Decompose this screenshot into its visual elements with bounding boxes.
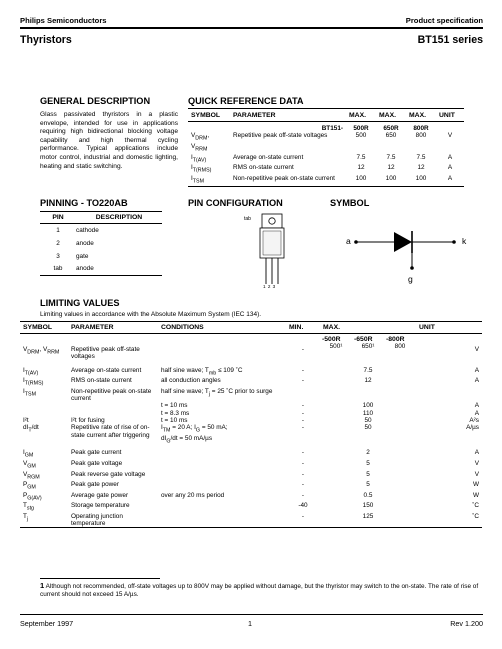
- lim-parameter: Operating junction temperature: [68, 513, 158, 528]
- lim-conditions: t = 10 ms: [161, 416, 188, 424]
- qrd-symbol-vdrm: $V_{DRM}$, $V_{RRM}$: [191, 132, 210, 153]
- header-max-2: MAX.: [376, 109, 406, 122]
- qrd-unit: A: [447, 164, 453, 172]
- lim-max: 2: [366, 449, 370, 457]
- symbol-title: SYMBOL: [330, 198, 370, 208]
- qrd-symbol-itrms: $I_{T(RMS)}$: [191, 164, 212, 174]
- lim-max: 110: [362, 409, 374, 417]
- table-row: [188, 132, 464, 153]
- lim-max: 50: [364, 424, 372, 432]
- lim-conditions: half sine wave; $T_{mb} \le 109$ ˚C: [161, 366, 243, 376]
- gate-label: g: [408, 274, 413, 284]
- qrd-value: 800: [415, 132, 427, 140]
- header-max-1: MAX.: [346, 109, 376, 122]
- pinning-header-row: [40, 212, 162, 224]
- pin-number: tab: [40, 263, 76, 276]
- lim-symbol: $V_{GM}$: [23, 459, 36, 470]
- lim-min: -: [301, 470, 305, 478]
- table-row: [188, 154, 464, 165]
- lim-parameter: Storage temperature: [71, 502, 130, 510]
- lim-parameter: I²t for fusing: [71, 416, 105, 424]
- lim-max: 100: [362, 402, 374, 410]
- qrd-value: 500: [355, 132, 367, 140]
- lim-min: -: [301, 366, 305, 374]
- anode-label: a: [346, 236, 351, 246]
- qrd-param: Repetitive peak off-state voltages: [233, 132, 328, 140]
- quick-reference-table: [188, 108, 464, 187]
- lim-symbol: I²t: [23, 416, 29, 424]
- limiting-type-row: [20, 334, 482, 344]
- type-800r: 800R: [413, 125, 429, 132]
- lim-min: -: [301, 459, 305, 467]
- company-name: Philips Semiconductors: [20, 16, 107, 25]
- footnote-text: Although not recommended, off-state voltages up to 800V may be applied without damage, but the thyristor may switch to the on-state. The rate of rise of current should not exceed 15 A/µs.: [40, 583, 479, 599]
- limiting-values-table: [20, 321, 482, 528]
- lim-type-800r: -800R: [386, 336, 405, 343]
- package-outline-icon: [240, 212, 300, 294]
- qrd-param: RMS on-state current: [233, 164, 294, 172]
- qrd-value: 100: [376, 175, 406, 186]
- qrd-param: Non-repetitive peak on-state current: [230, 175, 346, 186]
- table-row: [20, 481, 482, 492]
- limiting-values-title: LIMITING VALUES: [40, 298, 120, 308]
- lim-symbol: $T_j$: [20, 513, 68, 528]
- pin-configuration-title: PIN CONFIGURATION: [188, 198, 283, 208]
- quick-reference-title: QUICK REFERENCE DATA: [188, 96, 304, 106]
- qrd-value: 12: [357, 164, 365, 172]
- lim-min: -: [301, 416, 305, 424]
- lim-max: 5: [366, 459, 370, 467]
- cathode-label: k: [462, 236, 467, 246]
- table-row: [20, 449, 482, 460]
- lim-parameter: RMS on-state current: [71, 377, 132, 385]
- limiting-values-subtitle: Limiting values in accordance with the Absolute Maximum System (IEC 134).: [40, 311, 262, 318]
- pinning-table: [40, 211, 162, 276]
- qrd-unit: V: [447, 132, 453, 140]
- lim-symbol: $P_{G(AV)}$: [23, 491, 42, 501]
- general-description-text: Glass passivated thyristors in a plastic envelope, intended for use in applications requiring high bidirectional blocking voltage capability and high thermal cycling performance. Typical applications include motor control, industrial and domestic lighting, heating and static switching.: [40, 111, 178, 170]
- header-symbol: SYMBOL: [188, 109, 230, 122]
- qrd-value: 12: [417, 164, 425, 172]
- lim-parameter: Non-repetitive peak on-state current: [71, 387, 152, 403]
- lim-type-650r: -650R: [354, 336, 373, 343]
- table-row: [40, 250, 162, 263]
- quick-reference-type-row: [188, 122, 464, 133]
- lim-symbol: $I_{GM}$: [23, 449, 34, 459]
- lim-unit: A: [474, 402, 479, 410]
- header-parameter: PARAMETER: [230, 109, 346, 122]
- lim-max: 125: [320, 513, 416, 528]
- footer-page-number: 1: [248, 619, 252, 628]
- lim-parameter: Repetitive rate of rise of on-state current after triggering: [71, 424, 150, 439]
- lim-unit: V: [474, 470, 479, 478]
- lim-min: -: [301, 481, 305, 489]
- lim-header-unit: UNIT: [416, 322, 482, 334]
- table-row: [188, 175, 464, 186]
- lim-min: -: [301, 377, 305, 385]
- lim-header-symbol: SYMBOL: [20, 322, 68, 334]
- lim-unit: ˚C: [472, 502, 479, 510]
- lim-header-parameter: PARAMETER: [68, 322, 158, 334]
- lim-unit: A: [474, 449, 479, 457]
- qrd-value: 7.5: [386, 153, 396, 161]
- lim-parameter: Peak gate current: [71, 449, 122, 457]
- quick-reference-header-row: [188, 109, 464, 122]
- footnote-rule: [40, 578, 160, 579]
- header-pin: PIN: [40, 212, 76, 224]
- series-name: BT151 series: [417, 34, 483, 46]
- table-row: [20, 343, 482, 361]
- footer-rule: [20, 614, 483, 615]
- tab-label: tab: [244, 216, 251, 222]
- limiting-header-row: [20, 322, 482, 334]
- lim-max: 12: [364, 377, 372, 385]
- pinning-title: PINNING - TO220AB: [40, 198, 128, 208]
- lim-conditions: $I_{TM} = 20$ A; $I_G = 50$ mA; $dI_G/dt = 50$ mA/µs: [161, 424, 228, 445]
- lim-unit: ˚C: [416, 513, 482, 528]
- qrd-value: 650: [385, 132, 397, 140]
- header-rule: [20, 27, 483, 29]
- table-row: [20, 502, 482, 513]
- lim-unit: A: [474, 366, 479, 374]
- lim-header-min: MIN.: [286, 322, 320, 334]
- lim-symbol: $V_{RGM}$: [23, 470, 40, 480]
- lim-max: 5: [366, 470, 370, 478]
- lim-unit: V: [474, 346, 479, 353]
- pin-number: 3: [56, 252, 60, 260]
- lim-header-conditions: CONDITIONS: [158, 322, 286, 334]
- lim-unit: A/µs: [466, 424, 479, 432]
- lim-max-650r: 650¹: [361, 343, 375, 350]
- type-label: BT151-: [321, 125, 343, 132]
- lim-symbol: $I_{TSM}$: [23, 387, 37, 398]
- table-row: [40, 224, 162, 237]
- lim-parameter: Average on-state current: [71, 366, 142, 374]
- lim-type-500r: -500R: [322, 336, 341, 343]
- qrd-param: Average on-state current: [233, 153, 304, 161]
- table-row: [20, 424, 482, 445]
- lim-parameter: Repetitive peak off-state voltages: [71, 346, 140, 361]
- lim-conditions: half sine wave; $T_j = 25$ ˚C prior to surge: [161, 387, 273, 398]
- lim-conditions: all conduction angles: [161, 377, 221, 385]
- type-500r: 500R: [353, 125, 369, 132]
- lim-parameter: Peak reverse gate voltage: [71, 470, 146, 478]
- table-row: [40, 263, 162, 276]
- lim-parameter: Average gate power: [71, 491, 129, 499]
- table-row: [20, 367, 482, 378]
- lim-max: 5: [366, 481, 370, 489]
- footnote-marker: 1: [40, 581, 45, 590]
- pin-number: 2: [56, 239, 60, 247]
- qrd-value: 100: [346, 175, 376, 186]
- lim-min: -: [301, 449, 305, 457]
- general-description-title: GENERAL DESCRIPTION: [40, 96, 151, 106]
- lim-unit: A²s: [469, 416, 479, 424]
- header-unit: UNIT: [436, 109, 464, 122]
- table-row: [188, 164, 464, 175]
- footer-revision: Rev 1.200: [450, 619, 483, 628]
- lim-unit: A: [474, 377, 479, 385]
- lim-symbol: $I_{T(RMS)}$: [23, 377, 44, 387]
- table-row: [20, 513, 482, 528]
- table-row: [20, 377, 482, 388]
- lim-min: -40: [298, 502, 308, 510]
- lim-symbol: $P_{GM}$: [23, 481, 36, 491]
- table-row: [20, 471, 482, 482]
- document-type: Product specification: [405, 16, 483, 25]
- header-description: DESCRIPTION: [76, 212, 162, 224]
- lim-unit: A: [474, 409, 479, 417]
- lim-unit: W: [472, 491, 479, 499]
- lim-max-800r: 800: [394, 343, 406, 350]
- qrd-value: 7.5: [356, 153, 366, 161]
- lim-min: -: [301, 491, 305, 499]
- lim-conditions: t = 10 ms: [161, 402, 188, 410]
- table-row: [40, 237, 162, 250]
- footer-date: September 1997: [20, 619, 74, 628]
- pin-number: 1: [56, 226, 60, 234]
- thyristor-symbol: [342, 222, 474, 292]
- header-max-3: MAX.: [406, 109, 436, 122]
- pin-description: anode: [76, 263, 162, 276]
- pin-description: gate: [76, 252, 89, 260]
- lim-parameter: Peak gate voltage: [71, 459, 123, 467]
- table-row: [20, 492, 482, 503]
- table-row: [20, 410, 482, 417]
- lim-symbol: $I_{T(AV)}$: [23, 366, 39, 376]
- qrd-value: 7.5: [416, 153, 426, 161]
- footnote: [40, 582, 480, 600]
- lim-min: -: [301, 424, 305, 432]
- product-family: Thyristors: [20, 34, 72, 46]
- qrd-symbol-itav: $I_{T(AV)}$: [191, 153, 207, 164]
- lim-symbol: $dI_T/dt$: [23, 424, 39, 434]
- lim-min: -: [301, 346, 305, 353]
- table-row: [20, 417, 482, 424]
- lim-max-500r: 500¹: [329, 343, 343, 350]
- lim-symbol: $T_{stg}$: [23, 502, 35, 512]
- to220-package-drawing: [240, 212, 300, 294]
- lim-max: 150: [362, 502, 374, 510]
- table-row: [20, 460, 482, 471]
- qrd-symbol-itsm: $I_{TSM}$: [188, 175, 230, 186]
- lim-max: 0.5: [363, 491, 373, 499]
- qrd-value: 12: [387, 164, 395, 172]
- lim-conditions: over any 20 ms period: [161, 491, 225, 499]
- lim-unit: W: [472, 481, 479, 489]
- table-row: [20, 388, 482, 403]
- pin-description: cathode: [76, 226, 99, 234]
- lim-symbol-vdrm: $V_{DRM}$, $V_{RRM}$: [23, 346, 60, 356]
- qrd-value: 100: [406, 175, 436, 186]
- lim-min: -: [301, 409, 305, 417]
- lim-unit: V: [474, 459, 479, 467]
- lim-conditions: t = 8.3 ms: [161, 409, 190, 417]
- table-row: [20, 402, 482, 409]
- lim-min: -: [286, 513, 320, 528]
- lim-parameter: Peak gate power: [71, 481, 119, 489]
- lim-header-max: MAX.: [320, 322, 416, 334]
- qrd-unit: A: [436, 175, 464, 186]
- lim-min: -: [301, 402, 305, 410]
- lim-max: 50: [364, 416, 372, 424]
- lim-max: 7.5: [363, 366, 373, 374]
- pin-numbers-label: 1 2 3: [263, 284, 276, 289]
- type-650r: 650R: [383, 125, 399, 132]
- pin-description: anode: [76, 239, 94, 247]
- qrd-unit: A: [447, 153, 453, 161]
